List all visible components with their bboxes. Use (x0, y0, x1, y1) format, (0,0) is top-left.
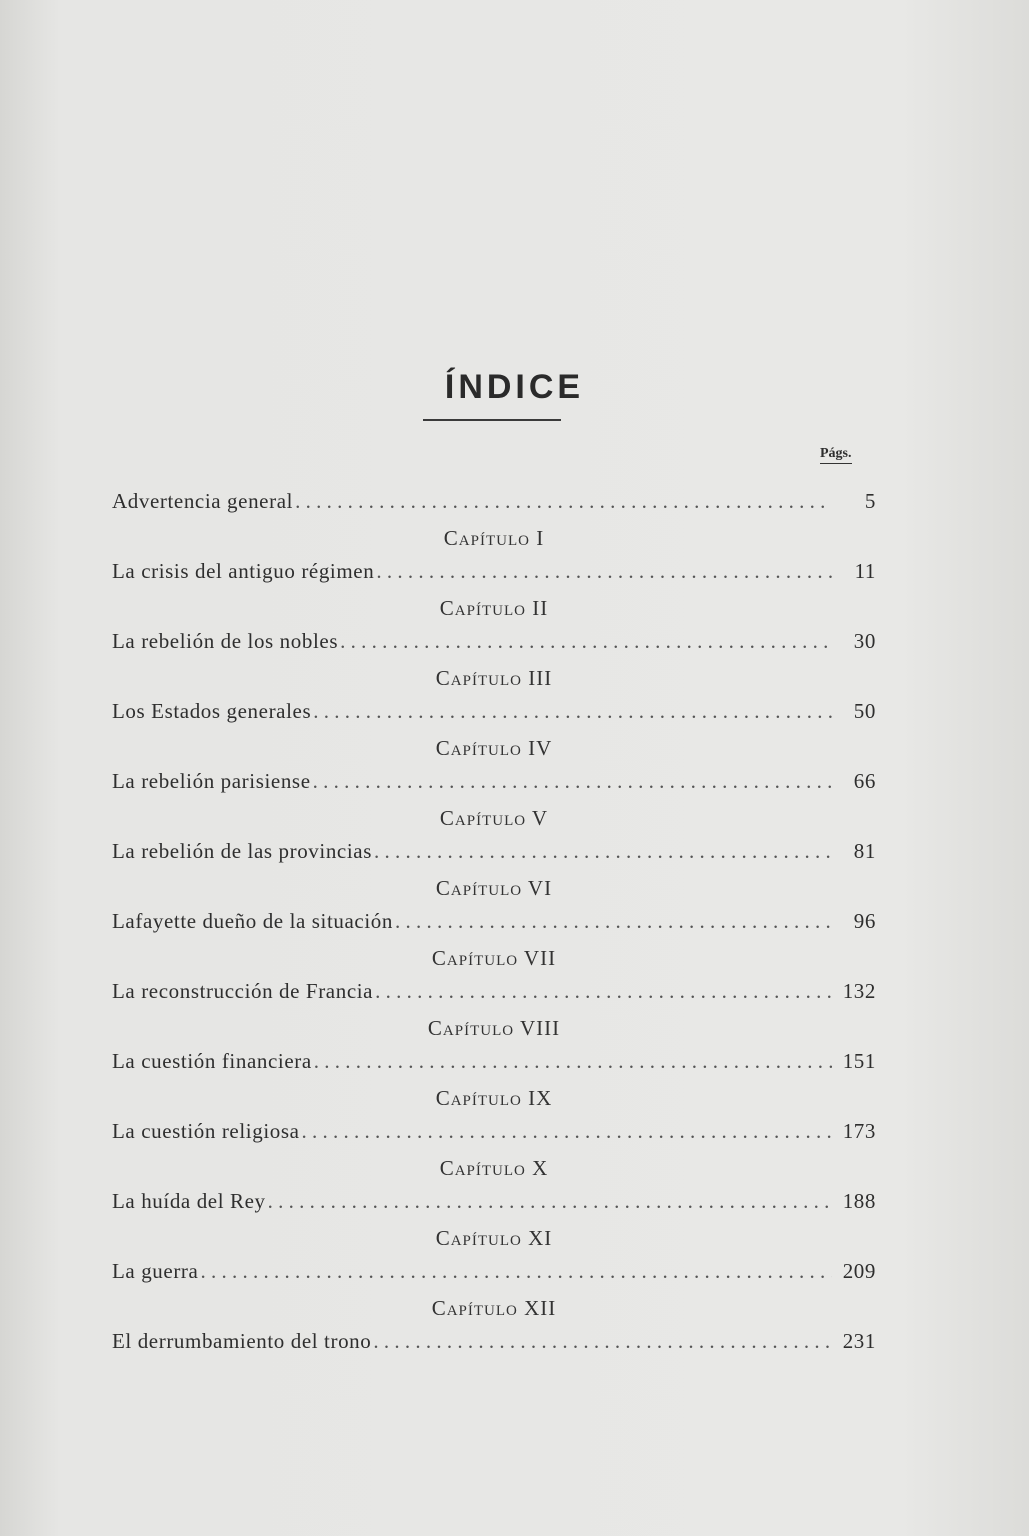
toc-entry-page: 173 (842, 1119, 876, 1143)
toc-entry-label: La rebelión de las provincias (112, 839, 372, 863)
title-underline (423, 419, 561, 421)
toc-entry-label: La rebelión parisiense (112, 769, 311, 793)
page-title: ÍNDICE (444, 368, 585, 406)
toc-entry-page: 132 (842, 979, 876, 1003)
chapter-heading: Capítulo III (435, 666, 553, 690)
chapter-heading: Capítulo V (439, 806, 549, 830)
toc-entry-page: 5 (864, 489, 876, 513)
chapter-heading: Capítulo II (439, 596, 549, 620)
toc-entry (112, 1044, 876, 1078)
toc-entry-label: La crisis del antiguo régimen (112, 559, 375, 583)
dot-leader (376, 554, 832, 588)
chapter-heading: Capítulo IX (435, 1086, 553, 1110)
dot-leader (340, 624, 832, 658)
dot-leader (375, 974, 832, 1008)
dot-leader (295, 484, 832, 518)
toc-entry-page: 209 (842, 1259, 876, 1283)
toc-entry (112, 834, 876, 868)
dot-leader (268, 1184, 832, 1218)
dot-leader (302, 1114, 832, 1148)
table-of-contents (112, 484, 876, 1358)
toc-entry (112, 694, 876, 728)
toc-entry-label: Lafayette dueño de la situación (112, 909, 393, 933)
pages-column-header: Págs. (820, 446, 852, 464)
chapter-heading: Capítulo XII (431, 1296, 557, 1320)
toc-entry (112, 1184, 876, 1218)
toc-entry-label: Los Estados generales (112, 699, 312, 723)
toc-entry-page: 11 (854, 559, 876, 583)
toc-entry (112, 554, 876, 588)
toc-entry-page: 96 (853, 909, 876, 933)
toc-entry-label: Advertencia general (112, 489, 294, 513)
toc-entry-label: La cuestión religiosa (112, 1119, 300, 1143)
toc-entry-page: 66 (853, 769, 876, 793)
toc-entry-label: La reconstrucción de Francia (112, 979, 374, 1003)
toc-entry-page: 81 (853, 839, 876, 863)
toc-entry-label: La huída del Rey (112, 1189, 266, 1213)
chapter-heading: Capítulo XI (435, 1226, 553, 1250)
toc-entry (112, 1254, 876, 1288)
toc-entry (112, 904, 876, 938)
toc-entry-page: 231 (842, 1329, 876, 1353)
chapter-heading: Capítulo VI (435, 876, 553, 900)
chapter-heading: Capítulo VII (431, 946, 557, 970)
dot-leader (200, 1254, 832, 1288)
toc-entry (112, 1324, 876, 1358)
dot-leader (314, 1044, 832, 1078)
toc-entry-page: 50 (853, 699, 876, 723)
chapter-heading: Capítulo VIII (427, 1016, 561, 1040)
dot-leader (374, 834, 832, 868)
toc-entry-page: 188 (842, 1189, 876, 1213)
toc-entry-page: 151 (842, 1049, 876, 1073)
dot-leader (313, 764, 832, 798)
chapter-heading: Capítulo IV (435, 736, 553, 760)
toc-entry (112, 624, 876, 658)
toc-entry (112, 764, 876, 798)
chapter-heading: Capítulo X (439, 1156, 549, 1180)
toc-entry-label: La rebelión de los nobles (112, 629, 339, 653)
toc-entry-label: El derrumbamiento del trono (112, 1329, 372, 1353)
dot-leader (373, 1324, 832, 1358)
toc-entry (112, 974, 876, 1008)
toc-entry (112, 484, 876, 518)
chapter-heading: Capítulo I (443, 526, 545, 550)
toc-entry (112, 1114, 876, 1148)
toc-entry-page: 30 (853, 629, 876, 653)
toc-entry-label: La guerra (112, 1259, 199, 1283)
dot-leader (313, 694, 832, 728)
dot-leader (395, 904, 832, 938)
toc-entry-label: La cuestión financiera (112, 1049, 312, 1073)
